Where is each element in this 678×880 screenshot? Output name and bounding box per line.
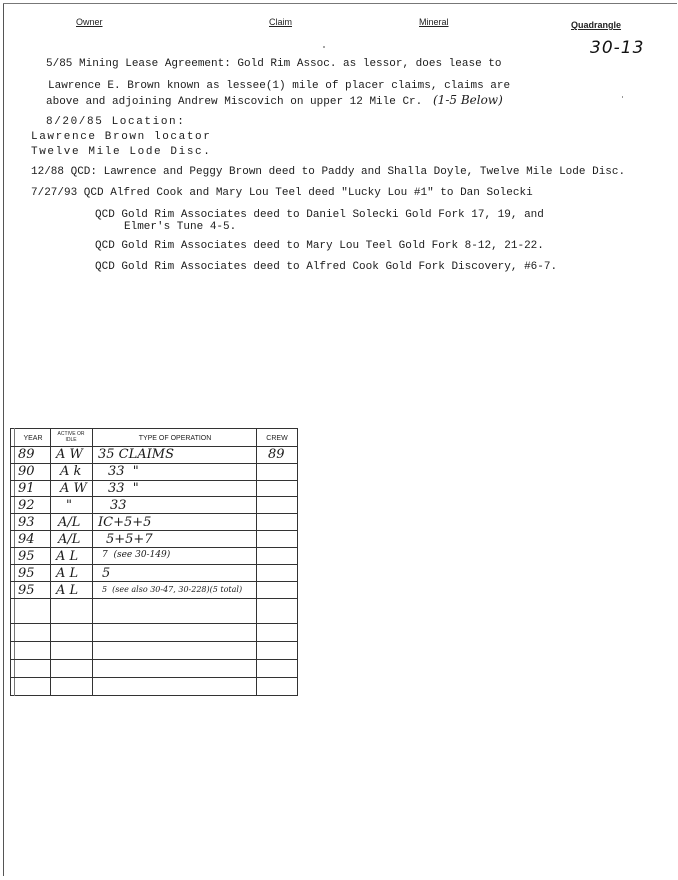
row-divider (10, 463, 298, 464)
mineral-header: Mineral (419, 17, 449, 27)
year-cell: 95 (18, 549, 35, 564)
quadrangle-number: 30-13 (590, 38, 645, 58)
year-cell: 93 (18, 515, 35, 530)
row-divider (10, 530, 298, 531)
entry-line: 12/88 QCD: Lawrence and Peggy Brown deed to Paddy and Shalla Doyle, Twelve Mile Lode Disc. (31, 166, 626, 178)
active-cell: A W (60, 481, 87, 496)
active-cell: A W (56, 447, 83, 462)
operation-cell: 33 (110, 498, 127, 513)
active-cell: A L (56, 583, 79, 598)
year-cell: 89 (18, 447, 35, 462)
year-cell: 95 (18, 566, 35, 581)
table-border (10, 428, 298, 429)
entry-line: 8/20/85 Location: (46, 116, 186, 128)
operation-column-header: TYPE OF OPERATION (138, 435, 212, 442)
page-top-edge (3, 3, 677, 4)
row-divider (10, 547, 298, 548)
owner-header: Owner (76, 17, 103, 27)
entry-line: QCD Gold Rim Associates deed to Mary Lou Teel Gold Fork 8-12, 21-22. (95, 240, 544, 252)
operation-cell: 7 (see 30-149) (102, 550, 171, 560)
operation-cell: 5+5+7 (106, 532, 153, 547)
crew-cell: 89 (268, 447, 285, 462)
quadrangle-header: Quadrangle (571, 20, 622, 30)
active-cell: A L (56, 549, 79, 564)
year-cell: 90 (18, 464, 35, 479)
row-divider (10, 581, 298, 582)
table-border (10, 428, 11, 696)
operation-cell: IC+5+5 (98, 515, 152, 530)
row-divider (10, 659, 298, 660)
year-cell: 91 (18, 481, 35, 496)
row-divider (10, 480, 298, 481)
year-column-header: YEAR (23, 435, 43, 442)
entry-line: above and adjoining Andrew Miscovich on upper 12 Mile Cr. (46, 96, 423, 108)
year-cell: 95 (18, 583, 35, 598)
year-cell: 94 (18, 532, 35, 547)
row-divider (10, 641, 298, 642)
claim-header: Claim (269, 17, 293, 27)
handwritten-note: (1-5 Below) (433, 93, 503, 107)
entry-line: 7/27/93 QCD Alfred Cook and Mary Lou Teel deed "Lucky Lou #1" to Dan Solecki (31, 187, 533, 199)
entry-line: Lawrence E. Brown known as lessee(1) mile of placer claims, claims are (48, 80, 511, 92)
scan-speck (323, 46, 325, 48)
column-divider (50, 428, 51, 696)
active-cell: " (66, 498, 72, 513)
active-cell: A/L (58, 532, 81, 547)
entry-line: Elmer's Tune 4-5. (124, 221, 237, 233)
column-divider (256, 428, 257, 696)
active-cell: A k (60, 464, 82, 479)
entry-line: Twelve Mile Lode Disc. (31, 146, 212, 158)
column-divider (92, 428, 93, 696)
row-divider (10, 677, 298, 678)
operation-cell: 5 (see also 30-47, 30-228)(5 total) (102, 585, 243, 594)
table-border (14, 428, 15, 696)
year-cell: 92 (18, 498, 35, 513)
row-divider (10, 513, 298, 514)
operations-table (10, 428, 298, 696)
row-divider (10, 496, 298, 497)
active-column-header: ACTIVE OR IDLE (57, 431, 85, 443)
table-border (10, 695, 298, 696)
row-divider (10, 564, 298, 565)
active-cell: A/L (58, 515, 81, 530)
operation-cell: 33 " (108, 464, 139, 479)
entry-line: QCD Gold Rim Associates deed to Daniel Solecki Gold Fork 17, 19, and (95, 209, 544, 221)
row-divider (10, 598, 298, 599)
entry-line: QCD Gold Rim Associates deed to Alfred Cook Gold Fork Discovery, #6-7. (95, 261, 558, 273)
table-border (297, 428, 298, 696)
entry-line: 5/85 Mining Lease Agreement: Gold Rim Assoc. as lessor, does lease to (46, 58, 502, 70)
crew-column-header: CREW (266, 435, 288, 442)
operation-cell: 5 (102, 566, 111, 581)
page-left-edge (3, 4, 4, 876)
operation-cell: 35 CLAIMS (98, 447, 174, 462)
entry-line: Lawrence Brown locator (31, 131, 212, 143)
scan-speck (622, 96, 623, 98)
operation-cell: 33 " (108, 481, 139, 496)
active-cell: A L (56, 566, 79, 581)
row-divider (10, 623, 298, 624)
